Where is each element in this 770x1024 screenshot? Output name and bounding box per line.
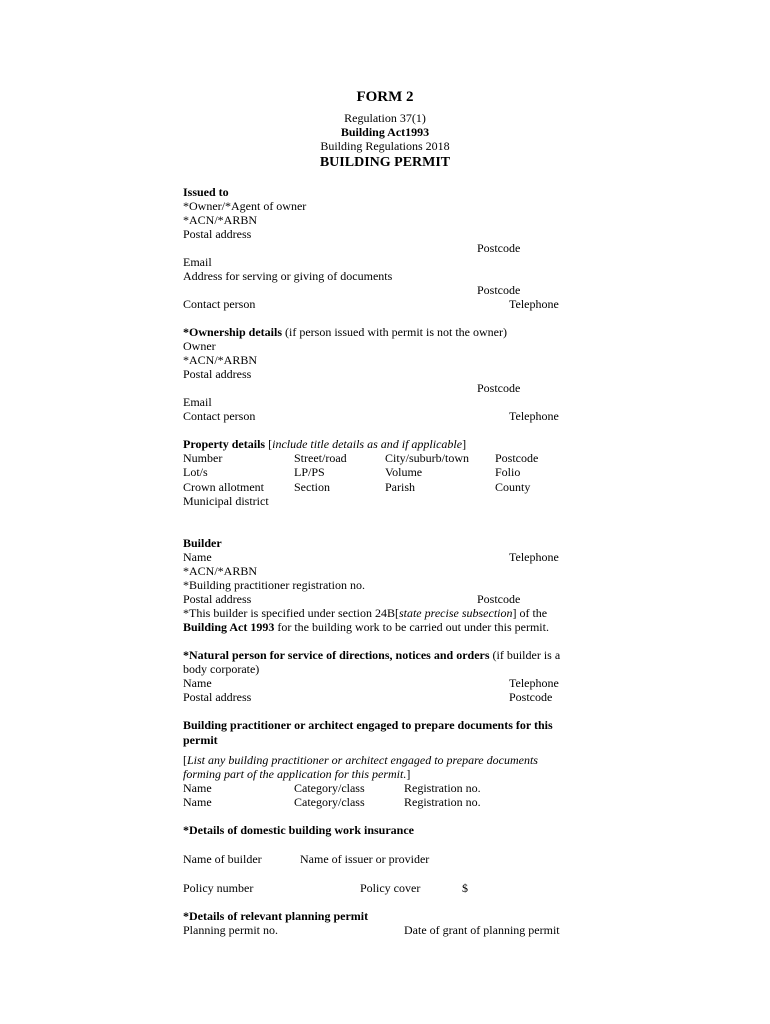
registration-no-label: Registration no. [404,795,481,809]
instruction-text-1: List any building practitioner or architect engaged to prepare documents [187,753,538,767]
municipal-district-label: Municipal district [183,494,269,508]
ownership-note: (if person issued with permit is not the owner) [282,325,507,339]
policy-number-label: Policy number [183,881,254,895]
practitioner-heading-2: permit [183,733,218,747]
acn-label: *ACN/*ARBN [183,564,258,578]
grant-date-label: Date of grant of planning permit [404,923,560,937]
city-label: City/suburb/town [385,451,470,465]
property-note: include title details as and if applicable [272,437,463,451]
category-label: Category/class [294,795,365,809]
property-note-close: ] [462,437,467,451]
insurance-heading: *Details of domestic building work insurance [183,823,415,837]
folio-label: Folio [495,465,521,479]
postcode-label: Postcode [509,690,553,704]
property-note-open: [ [265,437,273,451]
practitioner-instruction [183,753,538,767]
regulation-ref: Regulation 37(1) [344,111,426,125]
postcode-label: Postcode [495,451,539,465]
acn-label: *ACN/*ARBN [183,353,258,367]
acn-label: *ACN/*ARBN [183,213,258,227]
crown-allotment-label: Crown allotment [183,480,264,494]
builder-specified-text [183,606,547,620]
natural-person-heading [183,648,560,662]
serving-address-label: Address for serving or giving of documents [183,269,393,283]
volume-label: Volume [385,465,423,479]
page-title: BUILDING PERMIT [319,155,451,170]
property-heading-label: Property details [183,437,266,451]
postal-address-label: Postal address [183,227,252,241]
telephone-label: Telephone [509,550,559,564]
act-ref: Building Act1993 [340,125,430,139]
postal-address-label: Postal address [183,592,252,606]
ownership-heading [183,325,507,339]
planning-heading: *Details of relevant planning permit [183,909,369,923]
instruction-text-2: forming part of the application for this permit. [183,767,407,781]
specified-text-a: *This builder is specified under section 24B[ [183,606,399,620]
practitioner-name-label: Name [183,795,212,809]
telephone-label: Telephone [509,409,559,423]
builder-name-label: Name of builder [183,852,262,866]
regulations-ref: Building Regulations 2018 [320,139,450,153]
registration-no-label: Registration no. [404,781,481,795]
telephone-label: Telephone [509,676,559,690]
dollar-sign: $ [462,881,468,895]
section-label: Section [294,480,330,494]
natural-person-heading-label: *Natural person for service of directions, notices and orders [183,648,490,662]
natural-person-note-2: body corporate) [183,662,260,676]
policy-cover-label: Policy cover [360,881,421,895]
issuer-label: Name of issuer or provider [300,852,430,866]
street-label: Street/road [294,451,347,465]
specified-text-c: ] of the [512,606,548,620]
issued-to-heading: Issued to [183,185,229,199]
email-label: Email [183,255,212,269]
county-label: County [495,480,531,494]
postcode-label: Postcode [477,381,521,395]
ownership-heading-label: *Ownership details [183,325,283,339]
postal-address-label: Postal address [183,367,252,381]
postcode-label: Postcode [477,283,521,297]
name-label: Name [183,676,212,690]
lots-label: Lot/s [183,465,208,479]
property-heading [183,437,466,451]
builder-specified-text-2 [183,620,549,634]
postcode-label: Postcode [477,241,521,255]
contact-person-label: Contact person [183,297,256,311]
practitioner-heading: Building practitioner or architect engaged to prepare documents for this [183,718,553,732]
postal-address-label: Postal address [183,690,252,704]
lpps-label: LP/PS [294,465,325,479]
specified-text-e: for the building work to be carried out under this permit. [274,620,549,634]
natural-person-note: (if builder is a [489,648,561,662]
number-label: Number [183,451,223,465]
owner-label: Owner [183,339,216,353]
instruction-close: ] [406,767,411,781]
planning-permit-no-label: Planning permit no. [183,923,278,937]
owner-agent-label: *Owner/*Agent of owner [183,199,307,213]
postcode-label: Postcode [477,592,521,606]
form-number: FORM 2 [356,89,414,105]
telephone-label: Telephone [509,297,559,311]
builder-heading: Builder [183,536,222,550]
act-name: Building Act 1993 [183,620,275,634]
specified-text-b: state precise subsection [398,606,513,620]
practitioner-instruction-2 [183,767,410,781]
parish-label: Parish [385,480,415,494]
name-label: Name [183,550,212,564]
contact-person-label: Contact person [183,409,256,423]
instruction-open: [ [183,753,187,767]
registration-label: *Building practitioner registration no. [183,578,365,592]
category-label: Category/class [294,781,365,795]
practitioner-name-label: Name [183,781,212,795]
email-label: Email [183,395,212,409]
